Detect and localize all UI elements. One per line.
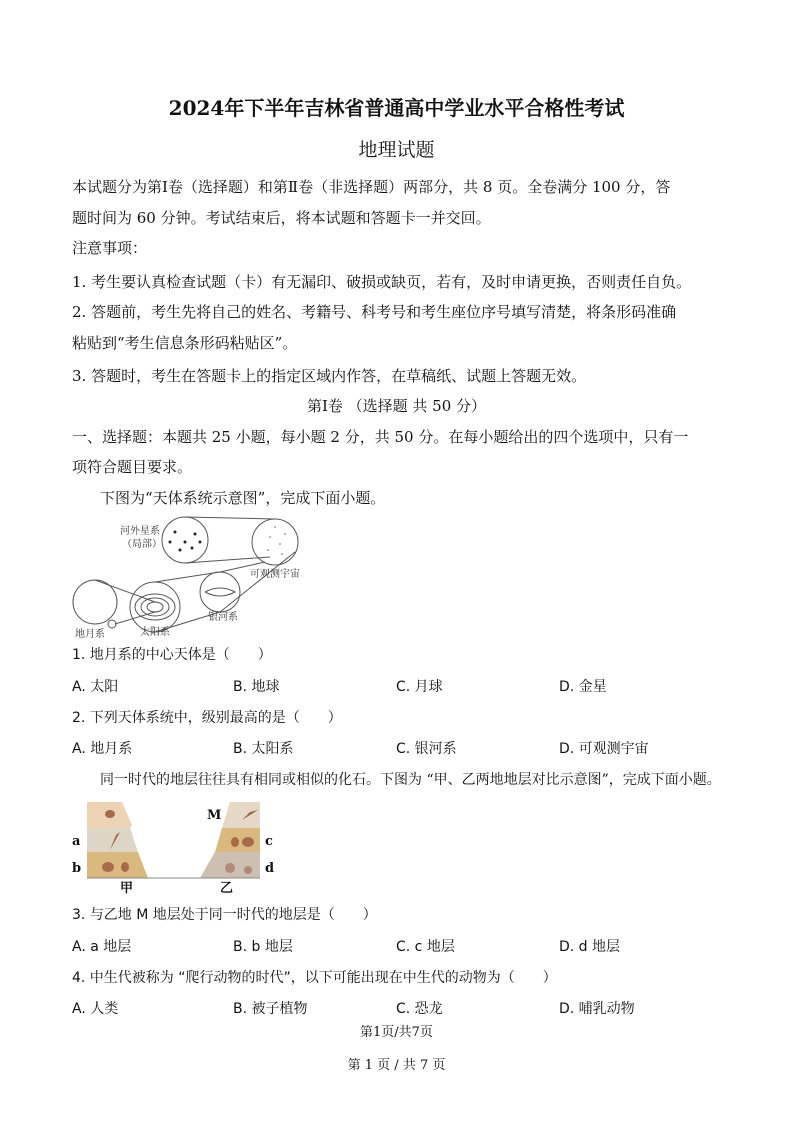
option-a: A. 人类 — [72, 1001, 119, 1017]
option-c: C. c 地层 — [396, 939, 455, 955]
label-m: M — [207, 808, 222, 823]
intro-line: 题时间为 60 分钟。考试结束后，将本试题和答题卡一并交回。 — [72, 209, 491, 227]
option-b: B. 太阳系 — [233, 741, 294, 757]
document-subtitle: 地理试题 — [358, 139, 435, 161]
option-a: A. a 地层 — [72, 939, 132, 955]
section-title: 第Ⅰ卷 （选择题 共 50 分） — [306, 397, 487, 415]
label-d: d — [265, 861, 275, 876]
question-stem: 同一时代的地层往往具有相同或相似的化石。下图为 “甲、乙两地地层对比示意图”，完成下面小题。 — [100, 772, 721, 788]
label-yi: 乙 — [220, 881, 234, 895]
label-observable: 可观测宇宙 — [250, 569, 300, 580]
question-2: 2. 下列天体系统中，级别最高的是（ ） — [72, 710, 342, 726]
question-stem: 下图为“天体系统示意图”，完成下面小题。 — [100, 489, 386, 507]
notice-line: 1. 考生要认真检查试题（卡）有无漏印、破损或缺页，若有，及时申请更换，否则责任自负。 — [72, 273, 692, 291]
option-b: B. 地球 — [233, 679, 280, 695]
intro-line: 本试题分为第Ⅰ卷（选择题）和第Ⅱ卷（非选择题）两部分，共 8 页。全卷满分 100 分，答 — [72, 178, 671, 196]
option-a: A. 太阳 — [72, 679, 119, 695]
question-3: 3. 与乙地 M 地层处于同一时代的地层是（ ） — [72, 907, 377, 923]
option-d: D. 金星 — [559, 679, 607, 695]
option-b: B. 被子植物 — [233, 1001, 308, 1017]
notice-label: 注意事项： — [72, 239, 148, 257]
option-c: C. 月球 — [396, 679, 443, 695]
label-earth-moon: 地月系 — [75, 629, 105, 640]
label-partial: （局部） — [122, 539, 162, 550]
option-d: D. 可观测宇宙 — [559, 741, 649, 757]
section-intro: 项符合题目要求。 — [72, 458, 193, 476]
page-footer: 第 1 页 / 共 7 页 — [347, 1058, 446, 1073]
label-c: c — [265, 834, 273, 849]
option-b: B. b 地层 — [233, 939, 293, 955]
label-solar: 太阳系 — [140, 627, 170, 638]
notice-line: 粘贴到“考生信息条形码粘贴区”。 — [72, 334, 298, 352]
option-c: C. 恐龙 — [396, 1001, 443, 1017]
label-b: b — [72, 861, 82, 876]
celestial-system-figure — [70, 512, 320, 642]
section-intro: 一、选择题：本题共 25 小题，每小题 2 分，共 50 分。在每小题给出的四个选项中，只有一 — [72, 428, 689, 446]
label-a: a — [72, 834, 81, 849]
label-jia: 甲 — [120, 881, 134, 895]
notice-line: 2. 答题前，考生先将自己的姓名、考籍号、科考号和考生座位序号填写清楚，将条形码准确 — [72, 303, 677, 321]
label-galaxy-ext: 河外星系 — [120, 526, 160, 537]
notice-line: 3. 答题时，考生在答题卡上的指定区域内作答，在草稿纸、试题上答题无效。 — [72, 367, 587, 385]
option-c: C. 银河系 — [396, 741, 457, 757]
label-milky-way: 银河系 — [208, 612, 238, 623]
option-d: D. d 地层 — [559, 939, 621, 955]
question-4: 4. 中生代被称为 “爬行动物的时代”，以下可能出现在中生代的动物为（ ） — [72, 970, 557, 986]
option-a: A. 地月系 — [72, 741, 133, 757]
document-title: 2024年下半年吉林省普通高中学业水平合格性考试 — [168, 96, 625, 120]
option-d: D. 哺乳动物 — [559, 1001, 635, 1017]
question-1: 1. 地月系的中心天体是（ ） — [72, 647, 272, 663]
strata-comparison-figure — [70, 800, 280, 895]
inner-page-footer: 第1页/共7页 — [360, 1025, 433, 1040]
